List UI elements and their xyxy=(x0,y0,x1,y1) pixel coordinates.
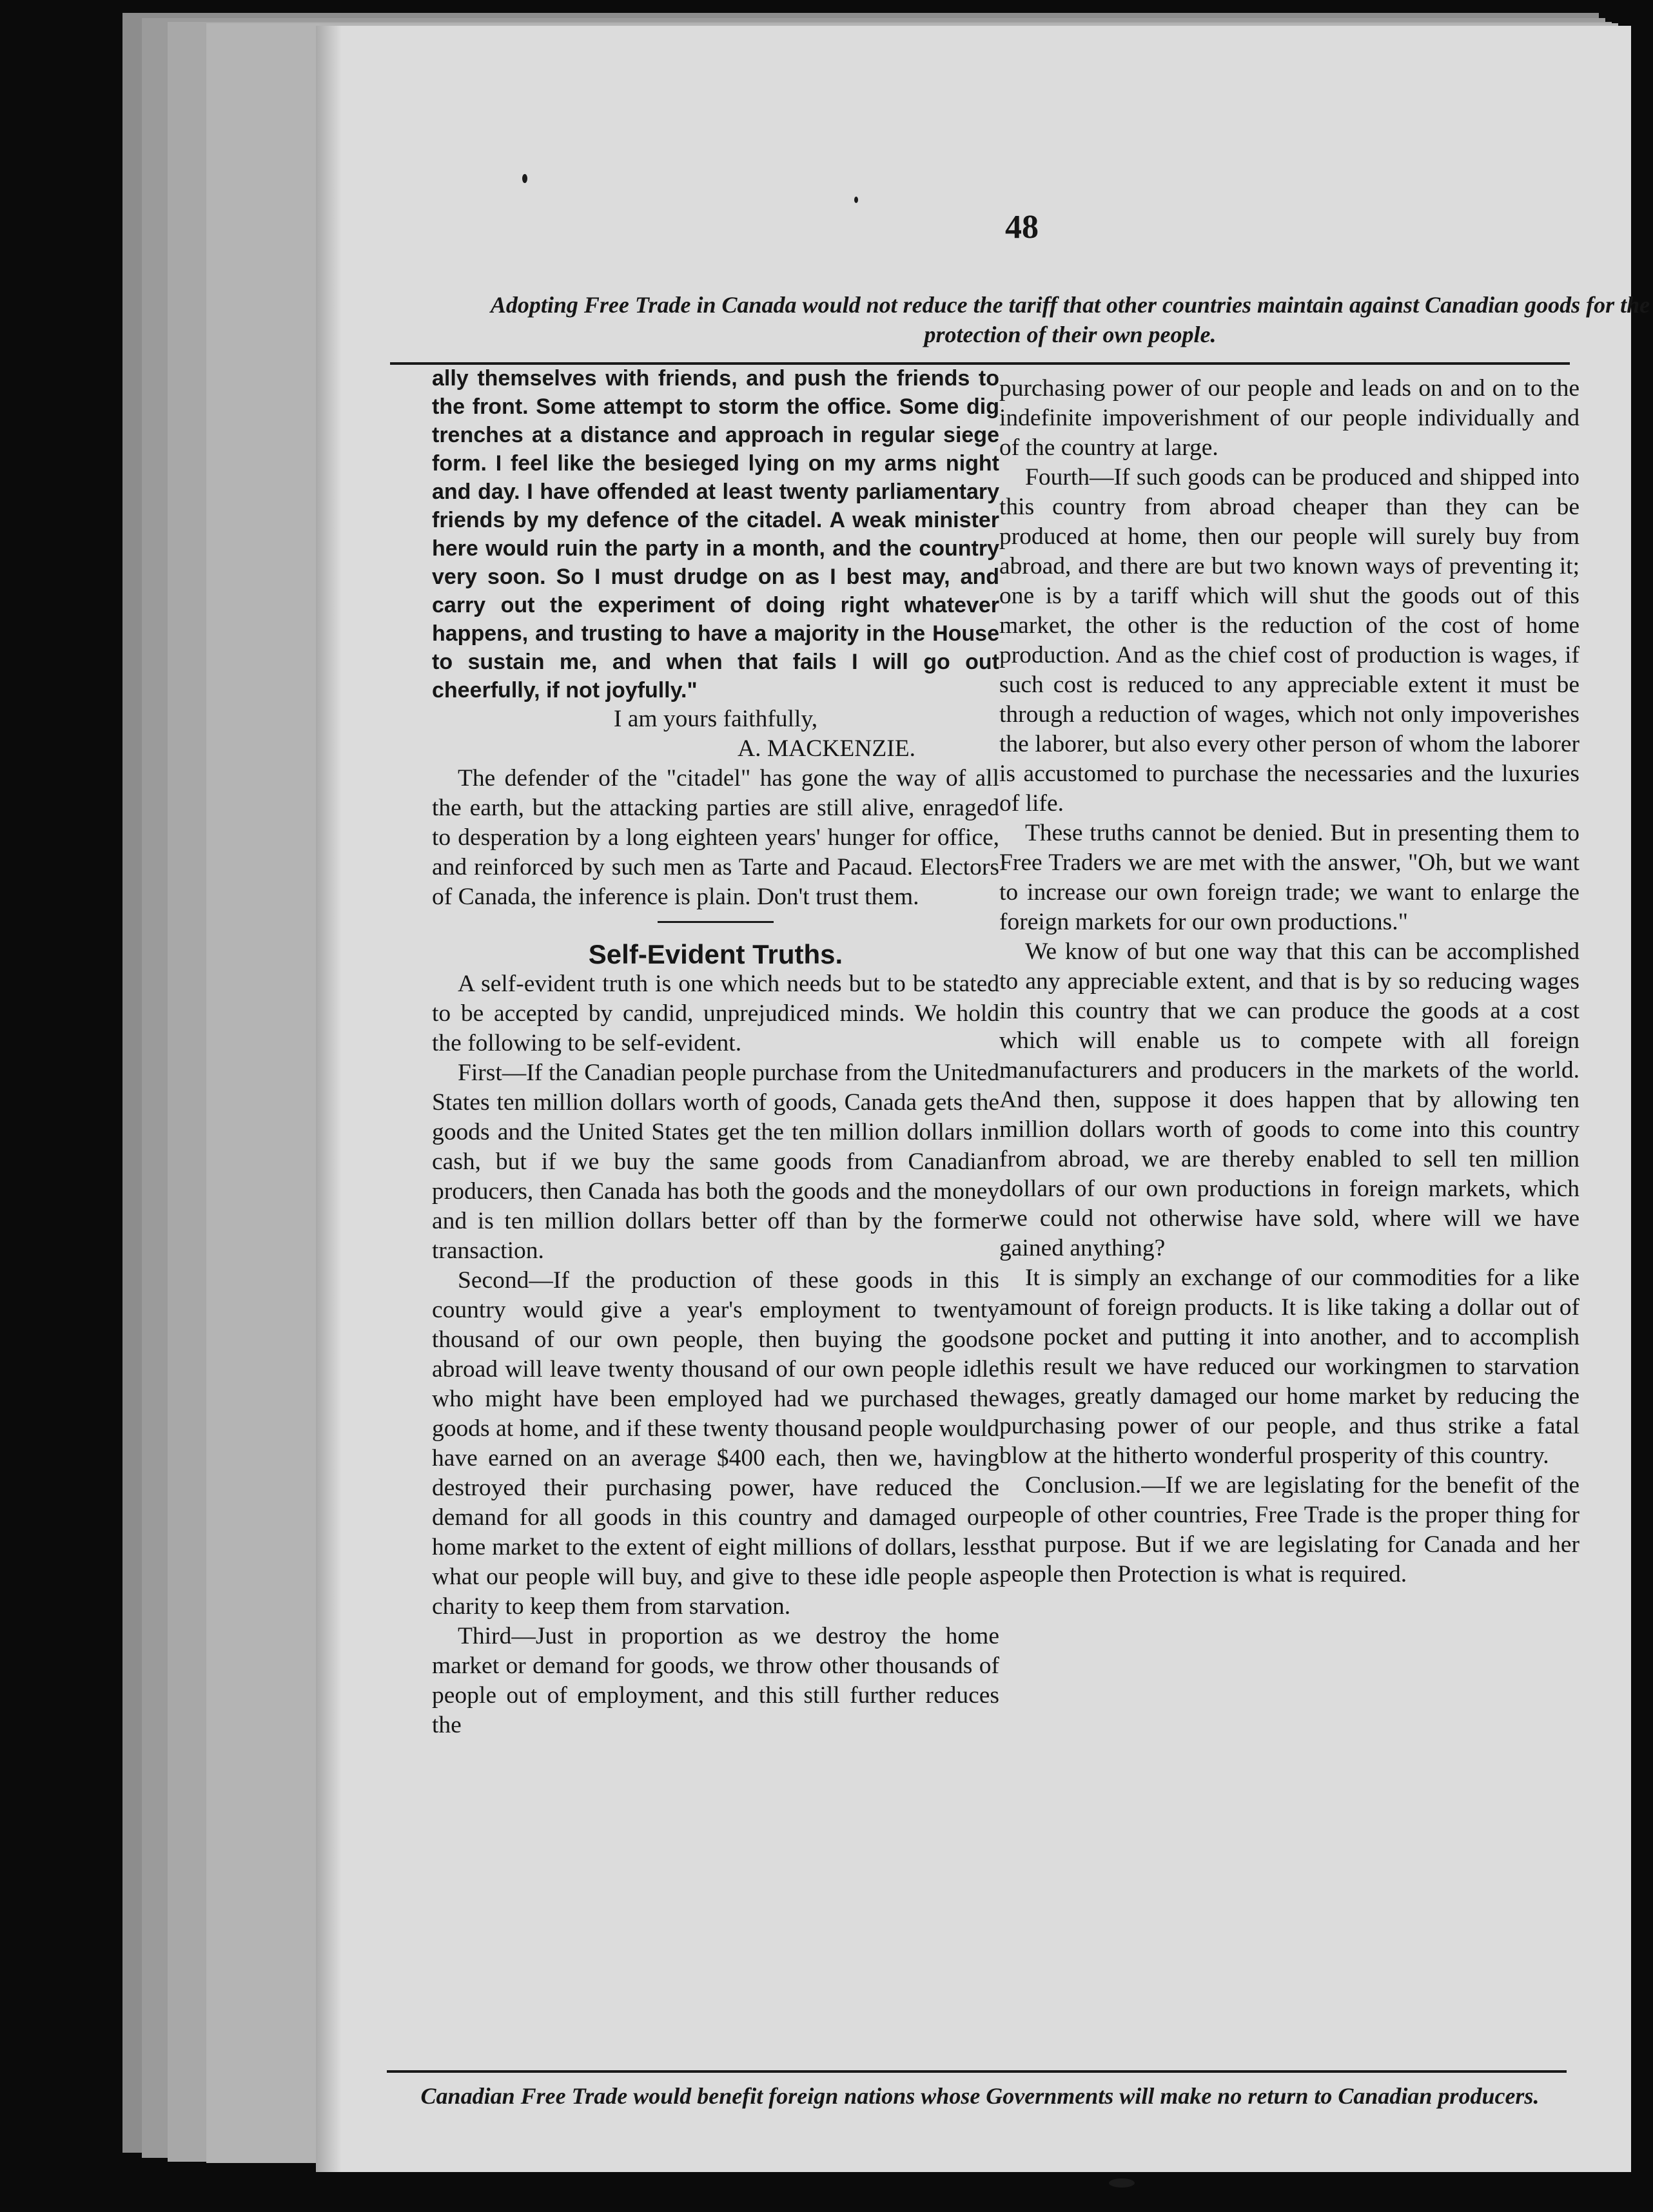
paragraph: A self-evident truth is one which needs but to be stated to be accepted by candid, unprejudiced minds. We hold the following to be self-evident. xyxy=(432,971,999,1056)
page-number: 48 xyxy=(1005,209,1039,246)
paragraph: The defender of the "citadel" has gone the way of all the earth, but the attacking parties are still alive, enraged to desperation by a long eighteen years' hunger for office, and reinforced by such men as Tarte and Pacaud. Electors of Canada, the inference is plain. Don't trust them. xyxy=(432,765,999,910)
paragraph: First—If the Canadian people purchase from the United States ten million dollars worth of goods, Canada gets the goods and the United States get the ten million dollars in cash, but if we buy the same goods from Canadian producers, then Canada has both the goods and the money and is ten million dollars better off than by the former transaction. xyxy=(432,1060,999,1264)
paragraph: Conclusion.—If we are legislating for the benefit of the people of other countries, Free Trade is the proper thing for that purpose. But if we are legislating for Canada and her people then Protection is what is required. xyxy=(999,1472,1580,1587)
section-divider xyxy=(658,921,774,923)
paragraph: purchasing power of our people and leads on and on to the indefinite impoverishment of our people individually and of the country at large. xyxy=(999,375,1580,461)
letter-closing: I am yours faithfully, xyxy=(613,706,818,732)
letter-signature: A. MACKENZIE. xyxy=(737,735,915,762)
section-heading: Self-Evident Truths. xyxy=(588,939,843,969)
page-shadow xyxy=(316,26,342,2172)
header-note: Adopting Free Trade in Canada would not reduce the tariff that other countries maintain against Canadian goods for the protection of their own people. xyxy=(490,292,1650,347)
scan-speck xyxy=(1109,2178,1135,2188)
scanned-page xyxy=(316,26,1650,2172)
right-column xyxy=(999,374,1580,1589)
letter-text: ally themselves with friends, and push the friends to the front. Some attempt to storm the office. Some dig trenches at a distance and approach in regular siege form. I feel like the besieged lying on my arms night and day. I have offended at least twenty parliamentary friends by my defence of the citadel. A weak minister here would ruin the party in a month, and the country very soon. So I must drudge on as I best may, and carry out the experiment of doing right whatever happens, and trusting to have a majority in the House to sustain me, and when that fails I will go out cheerfully, if not joyfully." xyxy=(432,366,999,703)
paragraph: It is simply an exchange of our commodities for a like amount of foreign products. It is like taking a dollar out of one pocket and putting it into another, and to accomplish this result we have reduced our workingmen to starvation wages, greatly damaged our home market by reducing the purchasing power of our people, and thus strike a fatal blow at the hitherto wonderful prosperity of this country. xyxy=(999,1265,1580,1469)
footer-rule xyxy=(387,2070,1567,2073)
scan-speck xyxy=(854,197,858,203)
paragraph: Fourth—If such goods can be produced and shipped into this country from abroad cheaper than they can be produced at home, then our people will surely buy from abroad, and there are but two known ways of preventing it; one is by a tariff which will shut the goods out of this market, the other is the reduction of the cost of home production. And as the chief cost of production is wages, if such cost is reduced to any appreciable extent it must be through a reduction of wages, which not only impoverishes the laborer, but also every other person of whom the laborer is accustomed to purchase the necessaries and the luxuries of life. xyxy=(999,464,1580,817)
paragraph: Second—If the production of these goods in this country would give a year's employment to twenty thousand of our own people, then buying the goods abroad will leave twenty thousand of our own people idle who might have been employed had we purchased the goods at home, and if these twenty thousand people would have earned on an average $400 each, then we, having destroyed their purchasing power, have reduced the demand for all goods in this country and damaged our home market to the extent of eight millions of dollars, less what our people will buy, and give to these idle people as charity to keep them from starvation. xyxy=(432,1267,999,1620)
paragraph: These truths cannot be denied. But in presenting them to Free Traders we are met with the answer, "Oh, but we want to increase our own foreign trade; we want to enlarge the foreign markets for our own productions." xyxy=(999,820,1580,935)
scan-speck xyxy=(522,174,527,183)
paragraph: Third—Just in proportion as we destroy the home market or demand for goods, we throw other thousands of people out of employment, and this still further reduces the xyxy=(432,1623,999,1738)
left-column xyxy=(432,364,999,1740)
footer-note: Canadian Free Trade would benefit foreign nations whose Governments will make no return to Canadian producers. xyxy=(420,2083,1540,2109)
paragraph: We know of but one way that this can be accomplished to any appreciable extent, and that is by so reducing wages in this country that we can produce the goods at a cost which will enable us to compete with all foreign manufacturers and producers in the markets of the world. And then, suppose it does happen that by allowing ten million dollars worth of goods to come into this country from abroad, we are thereby enabled to sell ten million dollars of our own productions in foreign markets, which we could not otherwise have sold, where will we have gained anything? xyxy=(999,938,1580,1261)
